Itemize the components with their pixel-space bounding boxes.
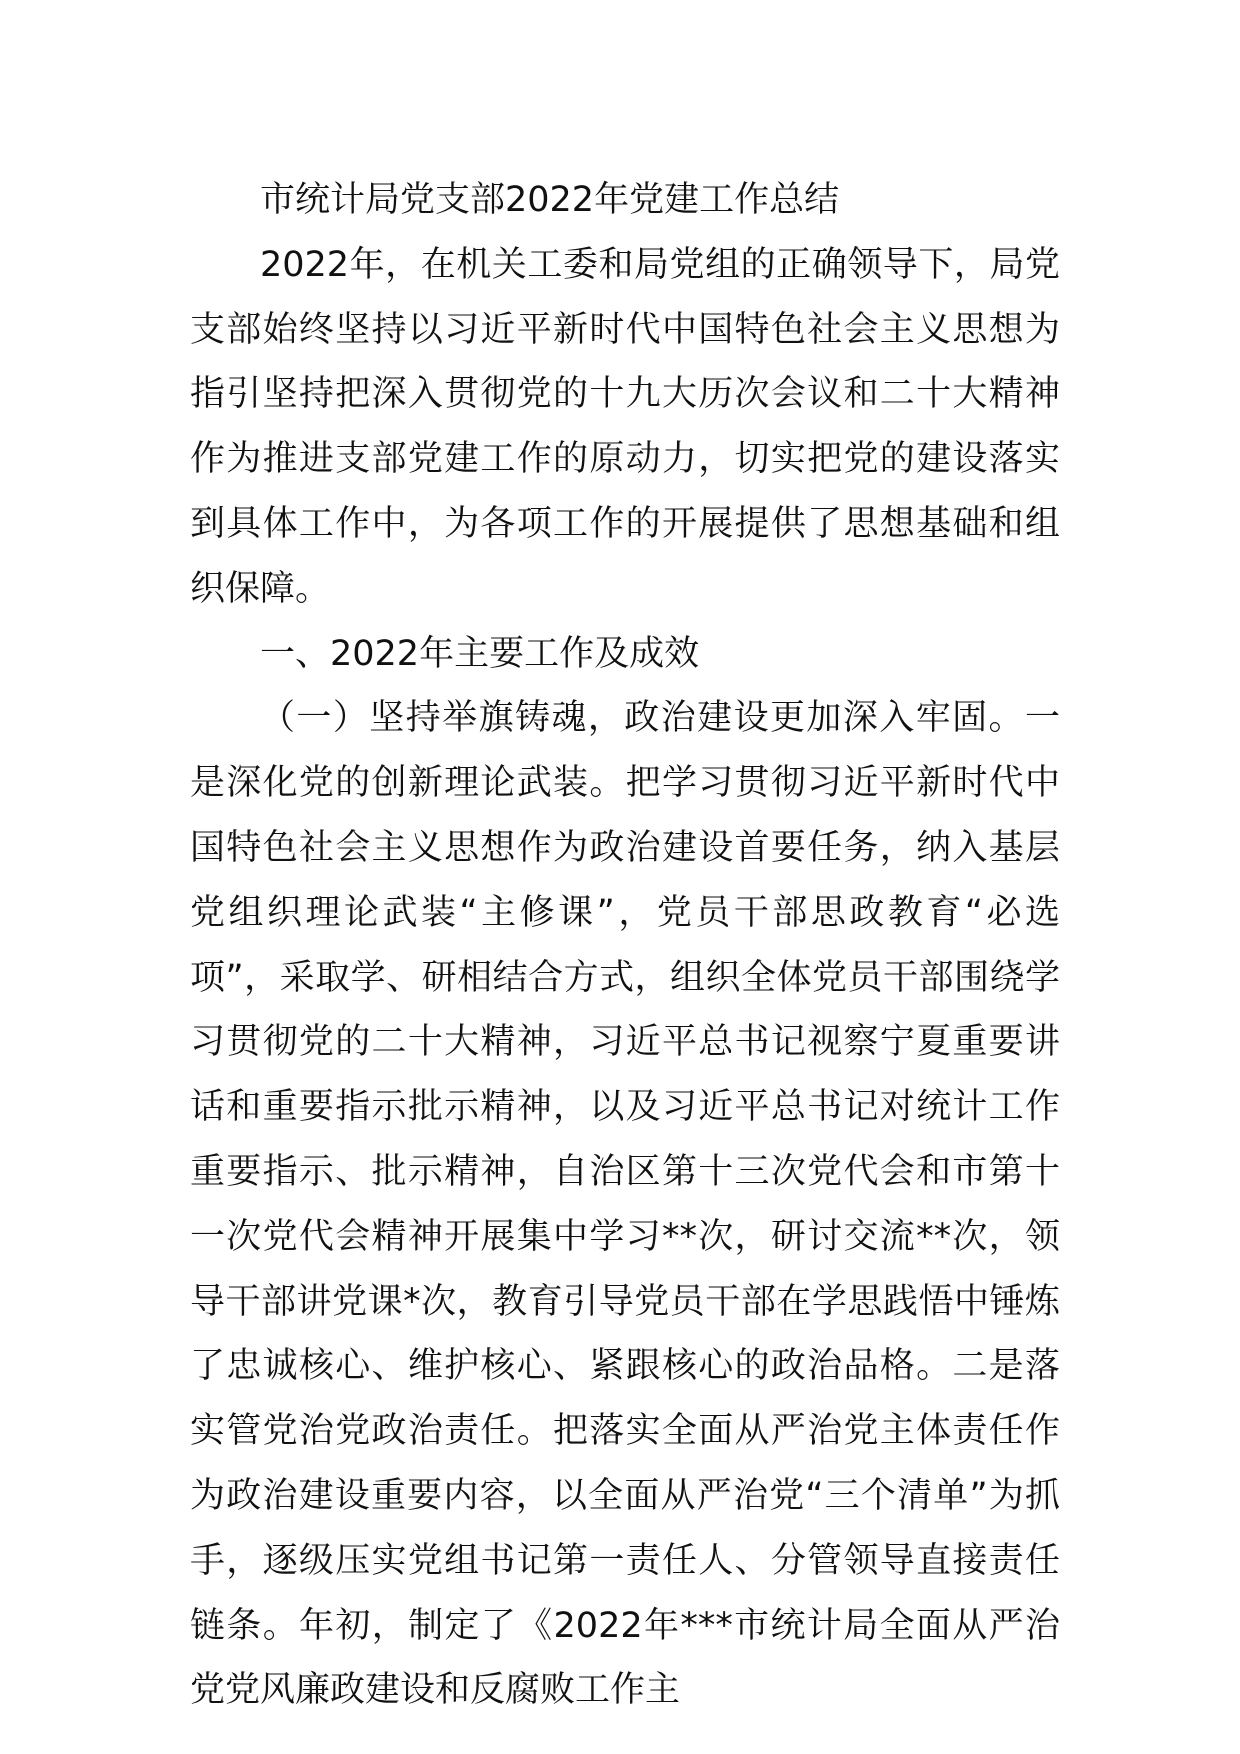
document-title: 市统计局党支部2022年党建工作总结 <box>260 180 840 220</box>
body-paragraph: （一）坚持举旗铸魂，政治建设更加深入牢固。一是深化党的创新理论武装。把学习贯彻习近平新时代中国特色社会主义思想作为政治建设首要任务，纳入基层党组织理论武装“主修课”，党员干部思政教育“必选项”，采取学、研相结合方式，组织全体党员干部围绕学习贯彻党的二十大精神，习近平总书记视察宁夏重要讲话和重要指示批示精神，以及习近平总书记对统计工作重要指示、批示精神，自治区第十三次党代会和市第十一次党代会精神开展集中学习**次，研讨交流**次，领导干部讲党课*次，教育引导党员干部在学思践悟中锤炼了忠诚核心、维护核心、紧跟核心的政治品格。二是落实管党治党政治责任。把落实全面从严治党主体责任作为政治建设重要内容，以全面从严治党“三个清单”为抓手，逐级压实党组书记第一责任人、分管领导直接责任链条。年初，制定了《2022年***市统计局全面从严治党党风廉政建设和反腐败工作主 <box>190 698 1060 1711</box>
document-body <box>190 168 1060 1723</box>
section-heading: 一、2022年主要工作及成效 <box>260 633 700 674</box>
intro-paragraph: 2022年，在机关工委和局党组的正确领导下，局党支部始终坚持以习近平新时代中国特色社会主义思想为指引坚持把深入贯彻党的十九大历次会议和二十大精神作为推进支部党建工作的原动力，切实把党的建设落实到具体工作中，为各项工作的开展提供了思想基础和组织保障。 <box>190 244 1060 609</box>
